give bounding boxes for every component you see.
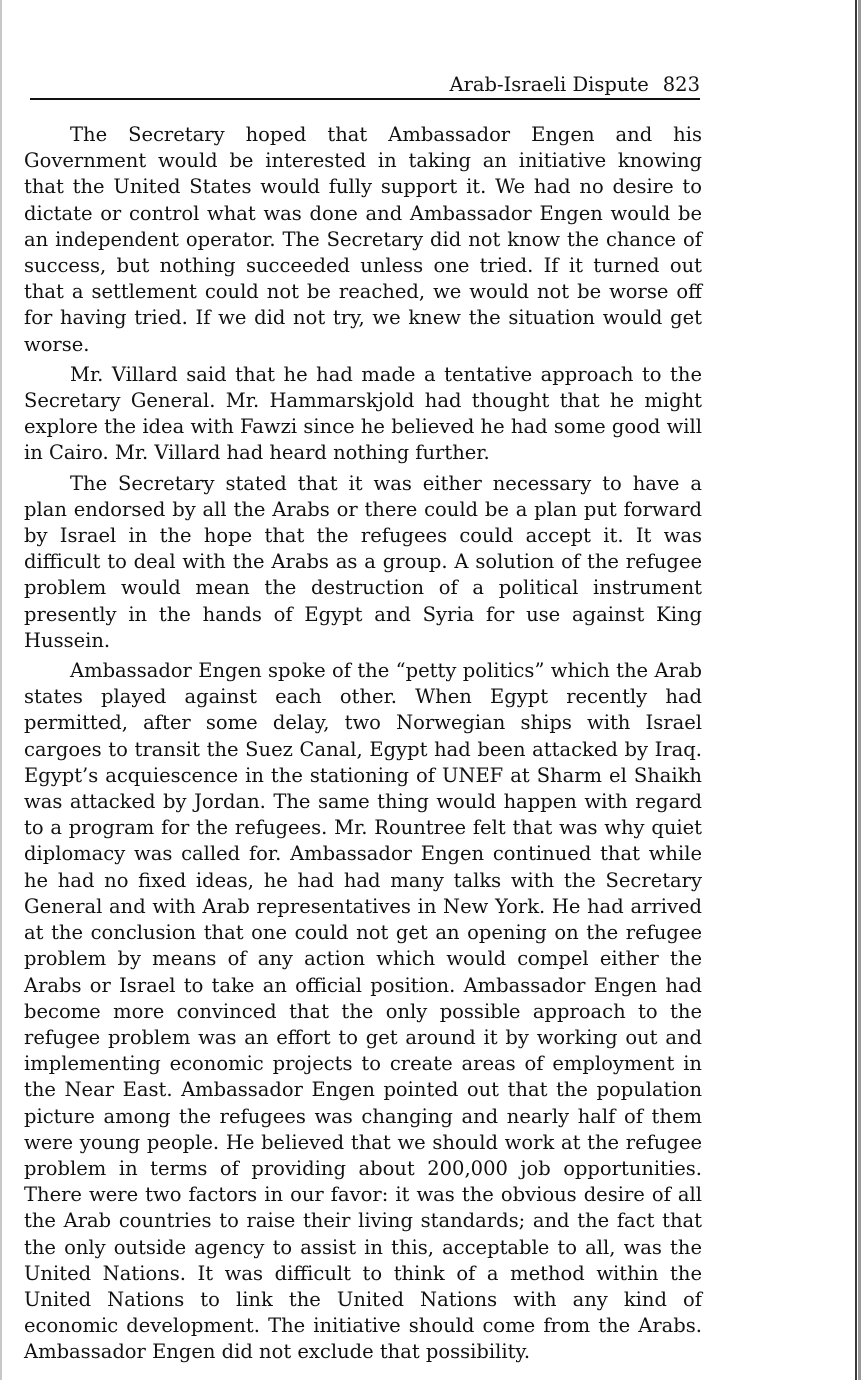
page-left-edge <box>0 0 2 1380</box>
running-header <box>30 72 700 100</box>
body-text <box>24 122 702 1370</box>
paragraph-villard-approach: Mr. Villard said that he had made a tentative approach to the Secretary General. Mr. Hammarskjold had thought that he might explore the idea with Fawzi since he believed he had some good will in Cairo. Mr. Villard had heard nothing further. <box>24 362 702 465</box>
page-number: 823 <box>662 73 700 96</box>
page-right-edge <box>855 0 857 1380</box>
paragraph-engen-politics: Ambassador Engen spoke of the “petty politics” which the Arab states played against each other. When Egypt recently had permitted, after some delay, two Norwegian ships with Israel cargoes to transit the Suez Canal, Egypt had been attacked by Iraq. Egypt’s acquiescence in the stationing of UNEF at Sharm el Shaikh was attacked by Jordan. The same thing would happen with regard to a program for the refugees. Mr. Rountree felt that was why quiet diplomacy was called for. Ambassador Engen continued that while he had no fixed ideas, he had had many talks with the Secretary General and with Arab representatives in New York. He had arrived at the conclusion that one could not get an opening on the refugee problem by means of any action which would compel either the Arabs or Israel to take an official position. Ambassador Engen had become more convinced that the only possible approach to the refugee problem was an effort to get around it by working out and implementing economic projects to create areas of employment in the Near East. Ambassador Engen pointed out that the population picture among the refugees was changing and nearly half of them were young people. He believed that we should work at the refugee problem in terms of providing about 200,000 job opportunities. There were two factors in our favor: it was the obvious desire of all the Arab countries to raise their living standards; and the fact that the only outside agency to assist in this, acceptable to all, was the United Nations. It was difficult to think of a method within the United Nations to link the United Nations with any kind of economic development. The initiative should come from the Arabs. Ambassador Engen did not exclude that possibility. <box>24 659 702 1364</box>
running-title: Arab-Israeli Dispute <box>449 73 649 96</box>
paragraph-secretary-initiative: The Secretary hoped that Ambassador Engen and his Government would be interested in taking an initiative knowing that the United States would fully support it. We had no desire to dictate or control what was done and Ambassador Engen would be an independent operator. The Secretary did not know the chance of success, but nothing succeeded unless one tried. If it turned out that a settlement could not be reached, we would not be worse off for having tried. If we did not try, we knew the situation would get worse. <box>24 123 702 356</box>
paragraph-secretary-plan: The Secretary stated that it was either necessary to have a plan endorsed by all the Arabs or there could be a plan put forward by Israel in the hope that the refugees could accept it. It was difficult to deal with the Arabs as a group. A solution of the refugee problem would mean the destruction of a political instrument presently in the hands of Egypt and Syria for use against King Hussein. <box>24 471 702 652</box>
